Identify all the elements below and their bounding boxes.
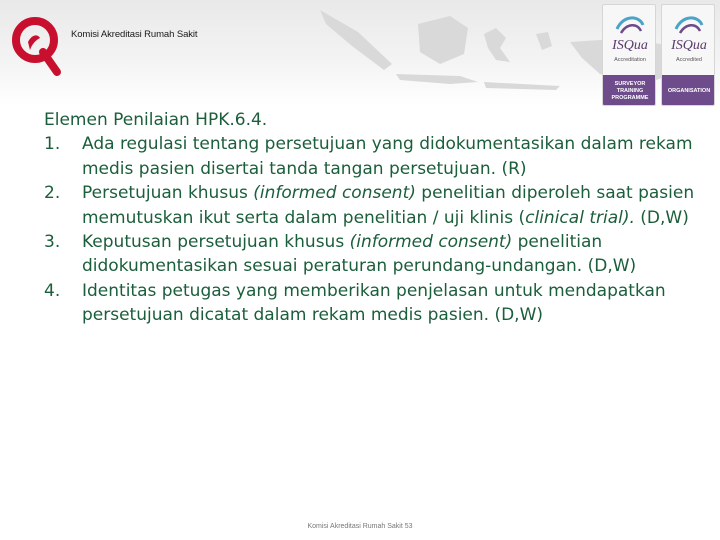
slide-content: [44, 108, 704, 328]
list-item: [44, 279, 704, 328]
text-run: Persetujuan khusus: [82, 183, 254, 204]
indonesia-map-graphic: [300, 2, 720, 102]
text-run: penelitian didokumentasikan sesuai peraturan perundang-undangan. (D,W): [82, 232, 637, 277]
emphasized-term: clinical trial).: [525, 207, 635, 228]
list-item-number: 3.: [44, 232, 61, 253]
emphasized-term: (informed consent): [349, 232, 513, 253]
isqua-training-badge: [602, 4, 656, 106]
emphasized-term: (informed consent): [253, 183, 416, 204]
badge-band: ORGANISATION: [662, 75, 715, 106]
text-run: penelitian diperoleh saat pasien memutuskan ikut serta dalam penelitian / uji klinis (: [82, 183, 695, 228]
list-item-number: 1.: [44, 134, 61, 155]
list-item-number: 4.: [44, 280, 61, 301]
text-run: Keputusan persetujuan khusus: [82, 232, 350, 253]
slide-heading: Elemen Penilaian HPK.6.4.: [44, 110, 268, 130]
text-run: Ada regulasi tentang persetujuan yang didokumentasikan dalam rekam medis pasien disertai tanda tangan persetujuan. (R): [82, 134, 693, 179]
list-item-text: [82, 230, 704, 279]
assessment-list: [44, 132, 704, 327]
kars-logo: [10, 12, 64, 78]
isqua-swirl-icon: [672, 11, 706, 37]
badge-brand: ISQua: [671, 38, 707, 53]
list-item: [44, 181, 704, 230]
list-item-text: [82, 279, 704, 328]
header-band: [0, 0, 720, 106]
badge-brand: ISQua: [612, 38, 648, 53]
text-run: (D,W): [634, 207, 689, 228]
slide-footer: Komisi Akreditasi Rumah Sakit 53: [307, 523, 413, 530]
list-item-number: 2.: [44, 183, 61, 204]
org-name: Komisi Akreditasi Rumah Sakit: [71, 29, 198, 40]
isqua-swirl-icon: [613, 11, 647, 37]
list-item-text: [82, 181, 704, 230]
badge-sub: Accreditation: [614, 57, 646, 63]
list-item: [44, 132, 704, 181]
isqua-organisation-badge: [661, 4, 715, 106]
text-run: Identitas petugas yang memberikan penjelasan untuk mendapatkan persetujuan dicatat dalam rekam medis pasien. (D,W): [82, 280, 666, 326]
list-item: [44, 230, 704, 279]
badge-band: SURVEYOR TRAINING PROGRAMME: [603, 75, 656, 106]
list-item-text: [82, 132, 704, 181]
badge-sub: Accredited: [676, 57, 702, 63]
